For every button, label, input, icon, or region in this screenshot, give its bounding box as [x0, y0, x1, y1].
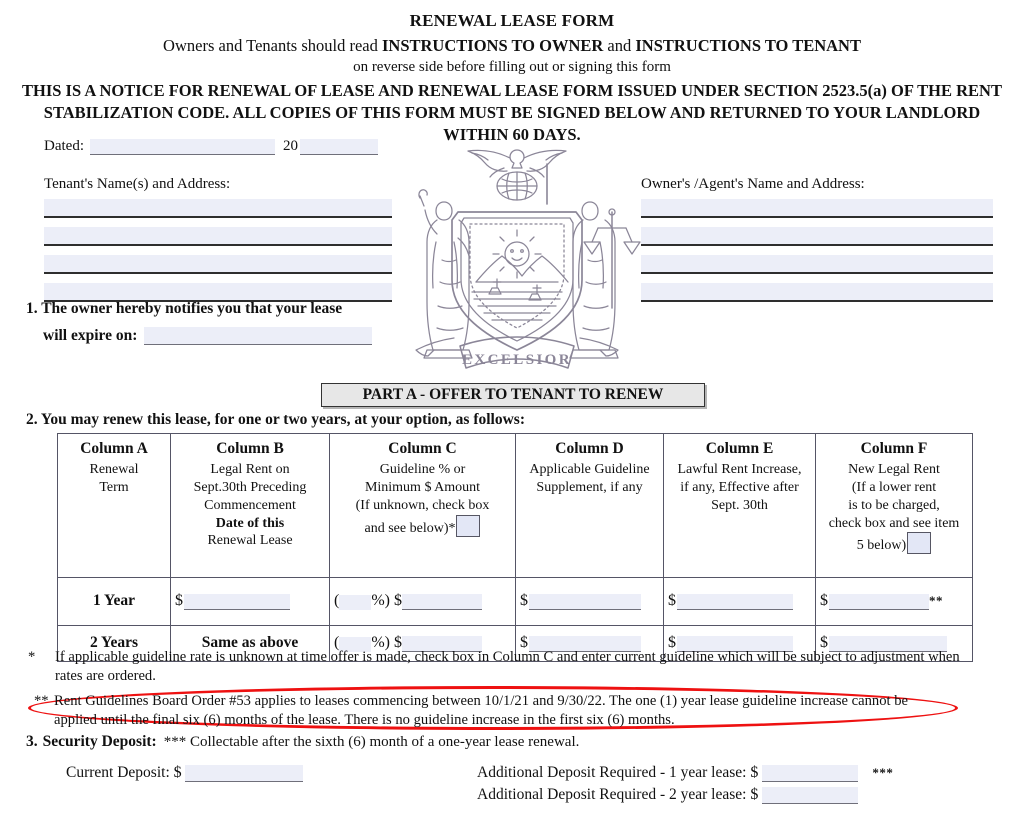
column-a-sub-1: Renewal: [89, 461, 139, 477]
item-2-renewal-intro: 2. You may renew this lease, for one or two years, at your option, as follows:: [26, 411, 525, 428]
owner-address-block: [641, 176, 993, 311]
dated-row: [44, 138, 378, 155]
row-1-column-e-cell: [664, 578, 816, 626]
row-1-col-b-field[interactable]: [184, 594, 290, 610]
page-title: RENEWAL LEASE FORM: [409, 11, 615, 30]
column-a-title: Column A: [80, 440, 148, 457]
tenant-address-line-2[interactable]: [44, 227, 392, 246]
additional-deposit-1-footnote-marker: ***: [872, 765, 894, 780]
row-1-col-b-dollar: $: [175, 592, 183, 609]
column-d-title: Column D: [555, 440, 624, 457]
current-deposit-label: Current Deposit:: [66, 764, 170, 781]
row-1-col-c-percent-field[interactable]: [339, 595, 371, 610]
row-2-term: 2 Years: [58, 626, 171, 662]
additional-deposit-2-label: Additional Deposit Required - 2 year lease:: [477, 786, 747, 803]
instructions-line: [0, 36, 1024, 56]
tenant-address-caption: Tenant's Name(s) and Address:: [44, 176, 231, 192]
dated-date-field[interactable]: [90, 139, 275, 155]
row-1-col-c-amount-field[interactable]: [402, 594, 482, 610]
column-f-header: [816, 434, 973, 578]
notice-statement: THIS IS A NOTICE FOR RENEWAL OF LEASE AND RENEWAL LEASE FORM ISSUED UNDER SECTION 2523.5(a) OF THE RENT STABILIZATION CODE. ALL COPIES OF THIS FORM MUST BE SIGNED BELOW AND RETURNED TO YOUR LANDLORD WITHIN 60 DAYS.: [22, 81, 1002, 144]
additional-deposit-rows: [477, 764, 893, 808]
item-3-number: 3.: [26, 733, 38, 750]
footnote-2-text: Rent Guidelines Board Order #53 applies to leases commencing between 10/1/21 and 9/30/22. The one (1) year lease guideline increase cannot be applied until the final six (6) months of the lease. There is no guideline increase in the first six (6) months.: [54, 693, 909, 729]
footnote-single-asterisk: [28, 648, 968, 687]
dated-label: Dated:: [44, 138, 84, 154]
column-e-title: Column E: [705, 440, 774, 457]
owner-address-line-1[interactable]: [641, 199, 993, 218]
column-f-title: Column F: [860, 440, 928, 457]
row-1-column-b-cell: [171, 578, 330, 626]
dated-year-field[interactable]: [300, 139, 378, 155]
instructions-prefix: Owners and Tenants should read: [163, 36, 382, 55]
row-1-col-f-dollar: $: [820, 592, 828, 609]
column-b-header: [171, 434, 330, 578]
owner-address-caption: Owner's /Agent's Name and Address:: [641, 176, 865, 192]
item-1-lease-expiration: [26, 300, 372, 345]
row-1-col-d-field[interactable]: [529, 594, 641, 610]
item-3-security-deposit-heading: [26, 733, 579, 751]
column-f-sub-5: 5 below): [856, 538, 907, 554]
expire-on-label: will expire on:: [43, 327, 138, 344]
additional-deposit-2-year-row: [477, 786, 893, 804]
column-c-sub-4: and see below)*: [364, 520, 456, 536]
column-b-sub-3: Commencement: [204, 497, 296, 513]
column-d-sub-1: Applicable Guideline: [529, 461, 650, 477]
seal-motto: EXCELSIOR: [462, 352, 572, 368]
tenant-address-block: [44, 176, 392, 311]
additional-deposit-2-field[interactable]: [762, 787, 858, 804]
part-a-banner: PART A - OFFER TO TENANT TO RENEW: [321, 383, 705, 407]
column-b-sub-4: Date of this: [215, 515, 285, 531]
row-1-col-f-footnote-marker: **: [929, 593, 943, 608]
column-c-sub-2: Minimum $ Amount: [364, 479, 481, 495]
column-c-sub-1: Guideline % or: [379, 461, 466, 477]
tenant-address-line-3[interactable]: [44, 255, 392, 274]
current-deposit-field[interactable]: [185, 765, 303, 782]
row-1-col-c-pct-close: %) $: [371, 592, 402, 609]
column-f-sub-4: check box and see item: [828, 515, 960, 531]
footnote-1-marker: *: [28, 649, 36, 665]
current-deposit-row: [66, 764, 303, 782]
row-2-col-c-pct-close: %) $: [371, 634, 402, 651]
row-1-col-d-dollar: $: [520, 592, 528, 609]
row-1-col-f-field[interactable]: [829, 594, 929, 610]
row-1-term: 1 Year: [58, 578, 171, 626]
row-1-column-d-cell: [516, 578, 664, 626]
additional-deposit-1-year-row: [477, 764, 893, 782]
column-b-sub-5: Renewal Lease: [207, 533, 293, 549]
column-d-sub-2: Supplement, if any: [536, 479, 643, 495]
item-1-line-2: [26, 327, 372, 345]
row-2-col-e-dollar: $: [668, 634, 676, 651]
tenant-address-line-1[interactable]: [44, 199, 392, 218]
row-2-col-f-dollar: $: [820, 634, 828, 651]
footnote-2-marker: **: [34, 693, 49, 709]
column-f-sub-3: is to be charged,: [848, 497, 940, 513]
column-f-lower-rent-checkbox[interactable]: [907, 532, 931, 554]
additional-deposit-1-field[interactable]: [762, 765, 858, 782]
table-header-row: [58, 434, 973, 578]
additional-deposit-2-dollar: $: [750, 786, 759, 803]
instructions-conjunction: and: [603, 36, 636, 55]
document-header: [0, 0, 1024, 145]
row-2-col-d-dollar: $: [520, 634, 528, 651]
row-2-column-b-same-as-above: Same as above: [171, 626, 330, 662]
row-1-col-c-paren: (: [334, 592, 340, 609]
instructions-tenant: INSTRUCTIONS TO TENANT: [635, 36, 861, 55]
owner-address-line-3[interactable]: [641, 255, 993, 274]
dated-year-prefix: 20: [282, 138, 298, 154]
additional-deposit-1-dollar: $: [750, 764, 759, 781]
row-1-col-e-field[interactable]: [677, 594, 793, 610]
column-f-sub-2: (If a lower rent: [851, 479, 937, 495]
column-a-sub-2: Term: [99, 479, 129, 495]
footnote-double-asterisk-highlighted: [28, 686, 958, 737]
column-c-header: [330, 434, 516, 578]
row-1-column-f-cell: [816, 578, 973, 626]
column-b-sub-2: Sept.30th Preceding: [193, 479, 307, 495]
renewal-options-table: [57, 433, 973, 662]
item-3-note: *** Collectable after the sixth (6) month of a one-year lease renewal.: [163, 734, 580, 750]
column-c-unknown-guideline-checkbox[interactable]: [456, 515, 480, 537]
column-c-sub-3: (If unknown, check box: [355, 497, 490, 513]
column-f-sub-1: New Legal Rent: [848, 461, 940, 477]
reverse-side-note: on reverse side before filling out or signing this form: [353, 59, 671, 75]
row-1-col-e-dollar: $: [668, 592, 676, 609]
item-3-label: Security Deposit:: [42, 733, 157, 750]
column-a-header: [58, 434, 171, 578]
item-1-line-1: 1. The owner hereby notifies you that your lease: [26, 300, 343, 317]
column-e-sub-1: Lawful Rent Increase,: [677, 461, 802, 477]
column-e-header: [664, 434, 816, 578]
current-deposit-dollar: $: [173, 764, 182, 781]
lease-expiration-field[interactable]: [144, 327, 372, 345]
new-york-state-seal-icon: [392, 142, 642, 382]
footnote-1-text: If applicable guideline rate is unknown at time offer is made, check box in Column C and enter current guideline which will be subject to adjustment when rates are ordered.: [55, 649, 960, 685]
column-d-header: [516, 434, 664, 578]
additional-deposit-1-label: Additional Deposit Required - 1 year lease:: [477, 764, 747, 781]
instructions-owner: INSTRUCTIONS TO OWNER: [382, 36, 604, 55]
column-e-sub-3: Sept. 30th: [711, 497, 768, 513]
table-row: [58, 578, 973, 626]
column-b-sub-1: Legal Rent on: [210, 461, 290, 477]
row-1-column-c-cell: [330, 578, 516, 626]
owner-address-line-2[interactable]: [641, 227, 993, 246]
row-2-col-c-paren: (: [334, 634, 340, 651]
column-b-title: Column B: [216, 440, 284, 457]
column-e-sub-2: if any, Effective after: [680, 479, 799, 495]
column-c-title: Column C: [388, 440, 457, 457]
owner-address-line-4[interactable]: [641, 283, 993, 302]
